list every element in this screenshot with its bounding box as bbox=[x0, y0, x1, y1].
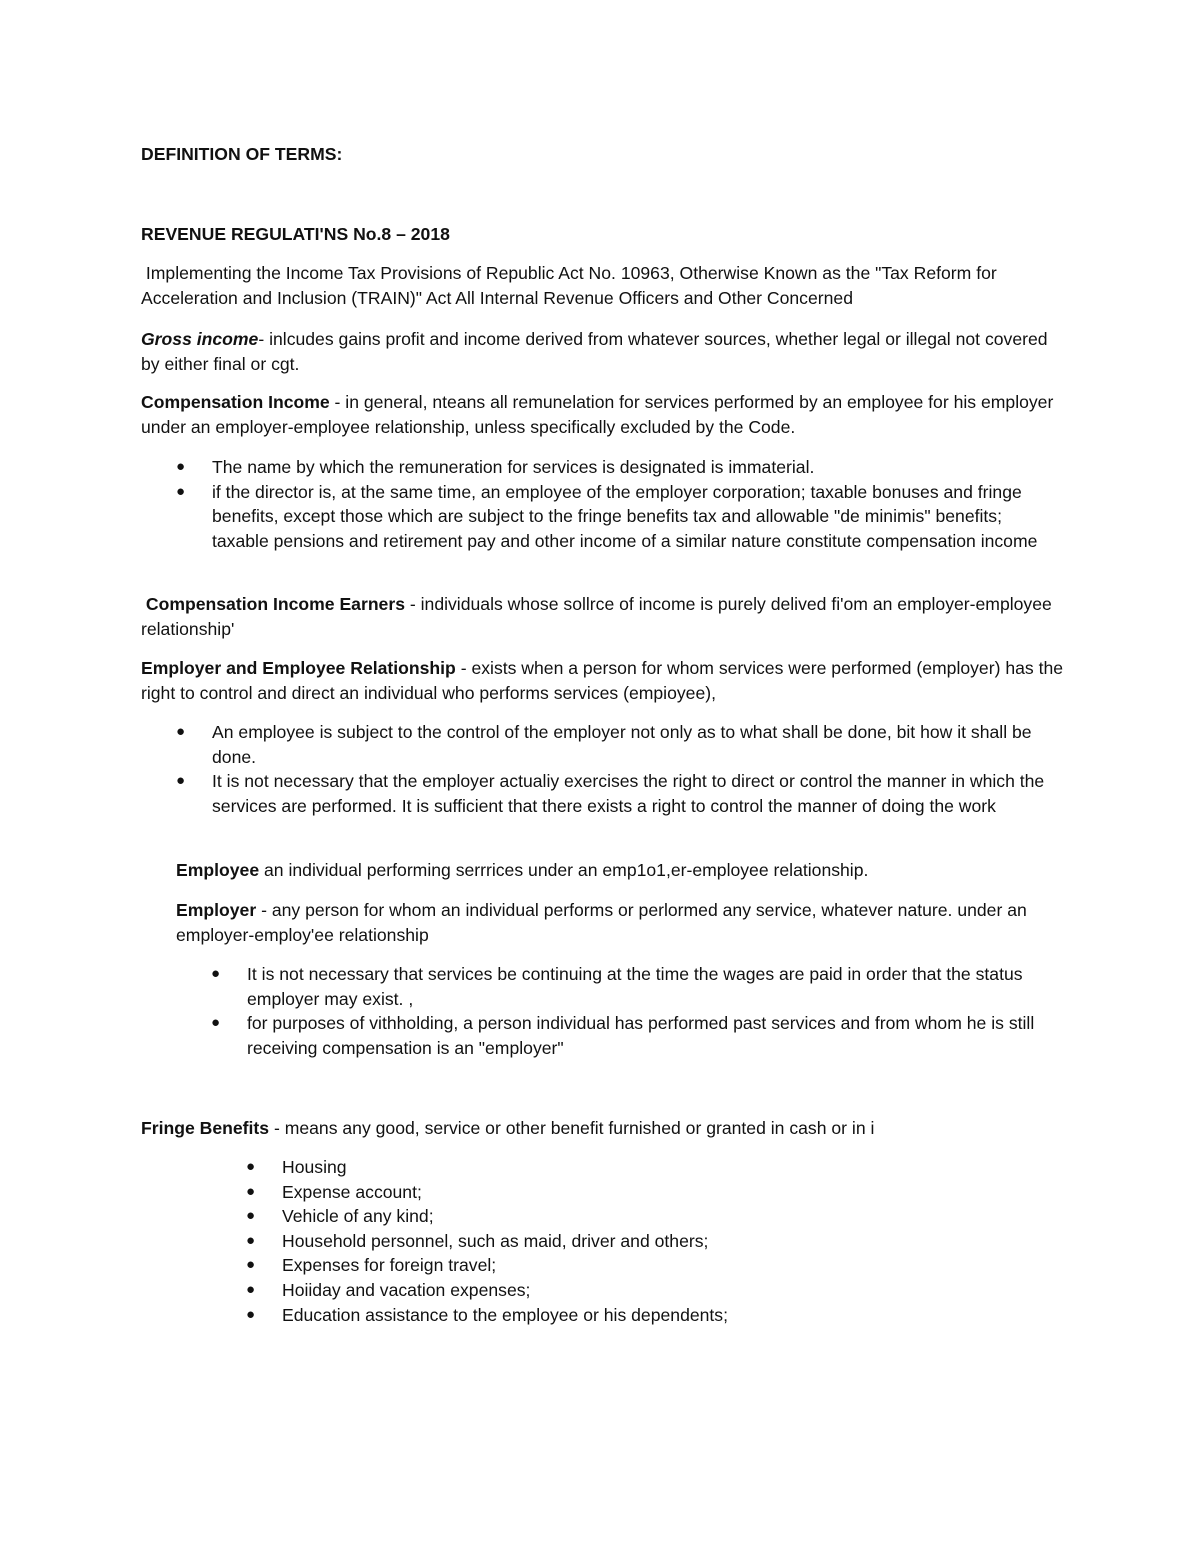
list-item bbox=[176, 769, 1056, 818]
bullet-icon: ● bbox=[176, 458, 186, 475]
employer-term: Employer bbox=[176, 900, 257, 920]
page-heading: DEFINITION OF TERMS: bbox=[141, 144, 343, 164]
compensation-income-definition: - in general, nteans all remunelation for services performed by an employee for his employer under an employer-employee relationship, unless specifically excluded by the Code. bbox=[141, 392, 1054, 437]
fringe-benefits-definition: - means any good, service or other benefit furnished or granted in cash or in i bbox=[269, 1118, 875, 1138]
bullet-icon: ● bbox=[211, 965, 221, 982]
employer-employee-list bbox=[176, 720, 1056, 818]
employer-employee-paragraph bbox=[141, 656, 1066, 705]
bullet-icon: ● bbox=[246, 1158, 256, 1175]
employee-paragraph bbox=[176, 858, 1066, 883]
compensation-earners-definition: - individuals whose sollrce of income is purely delived fi'om an employer-employee relationship' bbox=[141, 594, 1057, 639]
compensation-earners-paragraph bbox=[141, 592, 1066, 641]
list-item-text: The name by which the remuneration for services is designated is immaterial. bbox=[212, 457, 815, 477]
list-item-text: Hoiiday and vacation expenses; bbox=[282, 1279, 531, 1300]
list-item bbox=[246, 1253, 1046, 1278]
employer-definition: - any person for whom an individual performs or perlormed any service, whatever nature. under an employer-employ'ee relationship bbox=[176, 900, 1027, 945]
compensation-earners-term: Compensation Income Earners bbox=[141, 594, 405, 614]
gross-income-paragraph bbox=[141, 327, 1066, 376]
list-item-text: Education assistance to the employee or his dependents; bbox=[282, 1304, 728, 1325]
gross-income-term: Gross income bbox=[141, 329, 259, 349]
bullet-icon: ● bbox=[246, 1182, 256, 1200]
list-item-text: Expenses for foreign travel; bbox=[282, 1255, 497, 1276]
bullet-icon: ● bbox=[176, 482, 186, 500]
bullet-icon: ● bbox=[176, 772, 186, 790]
compensation-income-list bbox=[176, 455, 1046, 553]
list-item-text: Vehicle of any kind; bbox=[282, 1206, 434, 1227]
list-item-text: It is not necessary that services be continuing at the time the wages are paid in order that the status employer may exist. , bbox=[247, 964, 1023, 1009]
list-item-text: Housing bbox=[282, 1157, 347, 1177]
list-item bbox=[246, 1303, 1046, 1328]
list-item bbox=[176, 455, 1046, 480]
list-item bbox=[246, 1278, 1046, 1303]
list-item bbox=[211, 962, 1061, 1011]
gross-income-definition: - inlcudes gains profit and income derived from whatever sources, whether legal or illegal not covered by either final or cgt. bbox=[141, 329, 1048, 374]
list-item bbox=[246, 1155, 1046, 1180]
compensation-income-paragraph bbox=[141, 390, 1066, 439]
bullet-icon: ● bbox=[246, 1280, 256, 1298]
employer-employee-definition: - exists when a person for whom services were performed (employer) has the right to control and direct an individual who performs services (empioyee), bbox=[141, 658, 1064, 703]
bullet-icon: ● bbox=[246, 1256, 256, 1274]
list-item-text: It is not necessary that the employer actualiy exercises the right to direct or control the manner in which the services are performed. It is sufficient that there exists a right to control the manner of doing the work bbox=[212, 771, 1045, 816]
list-item bbox=[246, 1204, 1046, 1229]
list-item bbox=[211, 1011, 1061, 1060]
list-item-text: An employee is subject to the control of the employer not only as to what shall be done, bit how it shall be done. bbox=[212, 722, 1032, 767]
bullet-icon: ● bbox=[246, 1305, 256, 1323]
list-item-text: Household personnel, such as maid, driver and others; bbox=[282, 1230, 709, 1251]
employer-list bbox=[211, 962, 1061, 1060]
list-item bbox=[176, 480, 1046, 554]
list-item bbox=[176, 720, 1056, 769]
employer-paragraph bbox=[176, 898, 1066, 947]
list-item-text: if the director is, at the same time, an employee of the employer corporation; taxable bonuses and fringe benefits, except those which are subject to the fringe benefits tax and allowable "de minimis" benefits; taxable pensions and retirement pay and other income of a similar nature constitute compensation income bbox=[212, 481, 1038, 551]
bullet-icon: ● bbox=[176, 723, 186, 740]
fringe-benefits-list bbox=[246, 1155, 1046, 1327]
regulation-title: REVENUE REGULATI'NS No.8 – 2018 bbox=[141, 224, 450, 244]
fringe-benefits-term: Fringe Benefits bbox=[141, 1118, 270, 1138]
list-item-text: Expense account; bbox=[282, 1181, 422, 1202]
list-item bbox=[246, 1229, 1046, 1254]
compensation-income-term: Compensation Income bbox=[141, 392, 330, 412]
bullet-icon: ● bbox=[211, 1014, 221, 1032]
bullet-icon: ● bbox=[246, 1231, 256, 1249]
fringe-benefits-paragraph bbox=[141, 1116, 1066, 1141]
list-item bbox=[246, 1180, 1046, 1205]
list-item-text: for purposes of vithholding, a person individual has performed past services and from whom he is still receiving compensation is an "employer" bbox=[247, 1013, 1035, 1058]
intro-paragraph: Implementing the Income Tax Provisions of Republic Act No. 10963, Otherwise Known as the "Tax Reform for Acceleration and Inclusion (TRAIN)" Act All Internal Revenue Officers and Other Concerned bbox=[141, 263, 1001, 308]
employee-term: Employee bbox=[176, 860, 260, 880]
employer-employee-term: Employer and Employee Relationship bbox=[141, 658, 456, 678]
bullet-icon: ● bbox=[246, 1207, 256, 1225]
employee-definition: an individual performing serrrices under an emp1o1,er-employee relationship. bbox=[259, 860, 869, 880]
